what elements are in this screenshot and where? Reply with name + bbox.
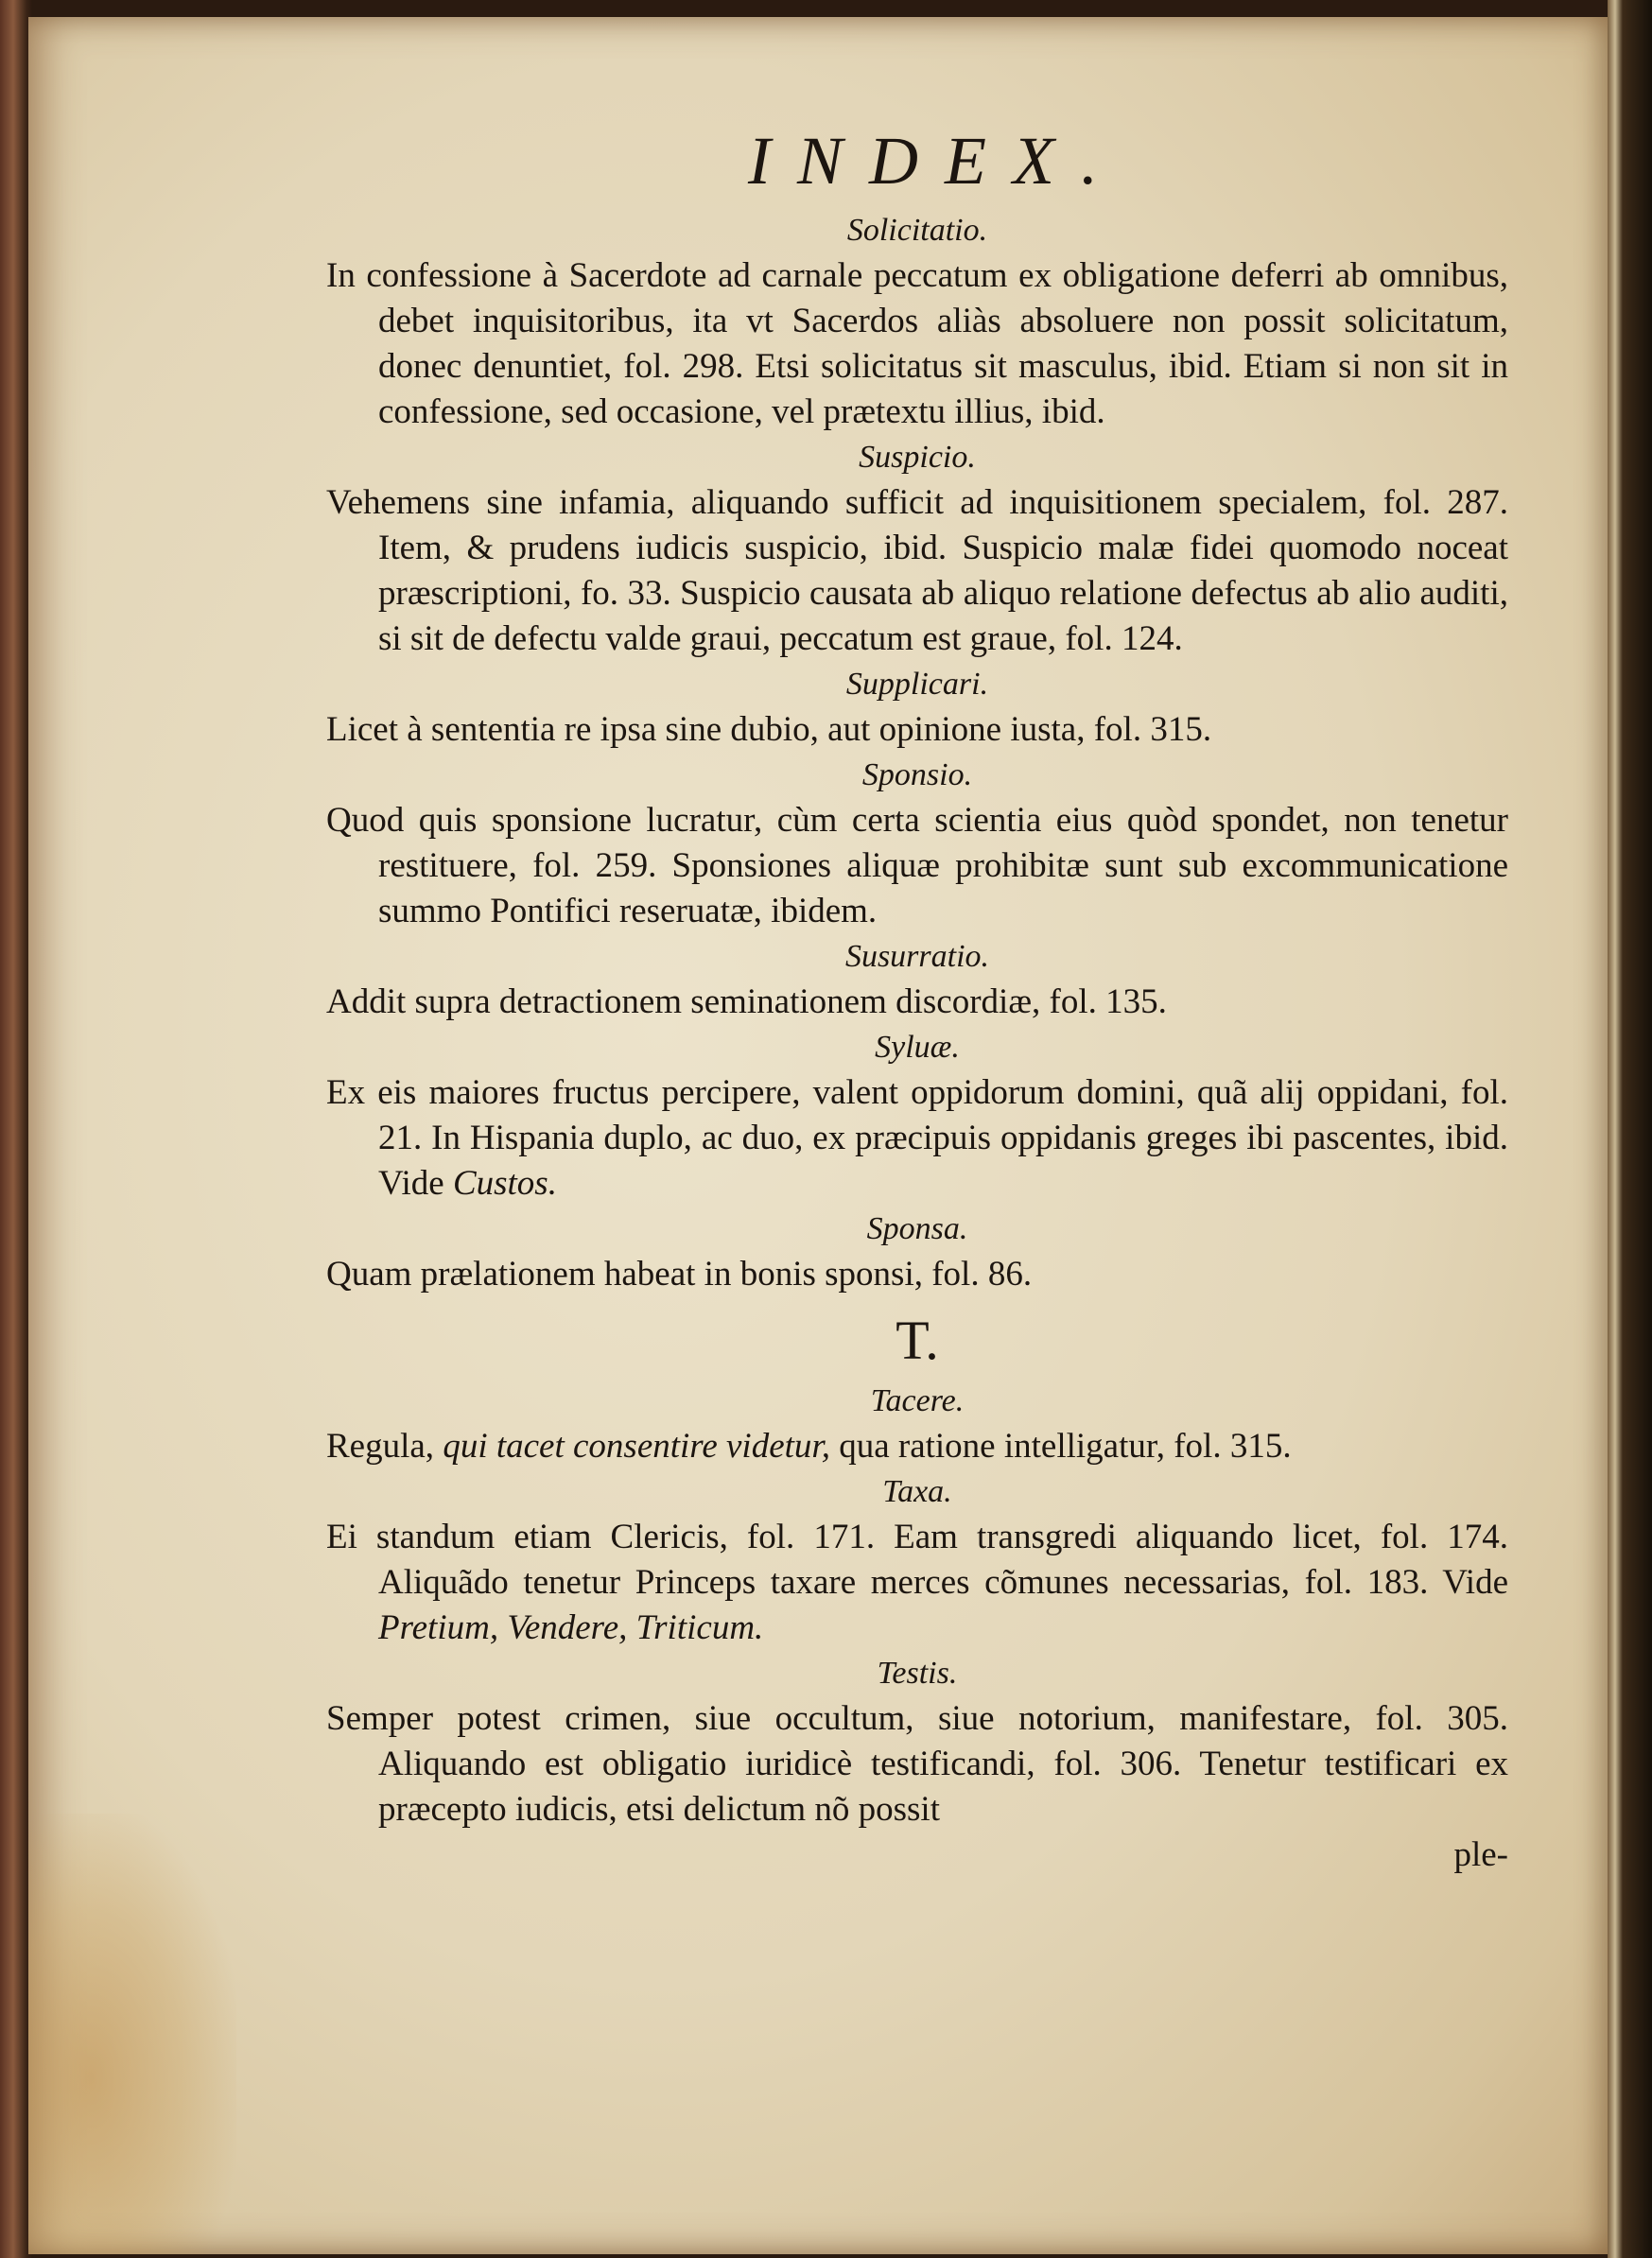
entry-heading: Supplicari. xyxy=(845,667,989,702)
section-letter: T. xyxy=(896,1310,939,1371)
entry-heading: Susurratio. xyxy=(844,939,990,974)
water-stain xyxy=(28,1814,236,2254)
entry-tacere xyxy=(326,1379,1508,1469)
entry-heading: Sponsio. xyxy=(861,757,973,792)
catchword: ple- xyxy=(1453,1835,1508,1874)
cross-reference: Pretium, Vendere, Triticum. xyxy=(378,1608,764,1647)
page-title: INDEX. xyxy=(748,123,1124,199)
entry-text xyxy=(326,1070,1508,1207)
entry-text xyxy=(326,1515,1508,1651)
entry-suspicio xyxy=(326,435,1508,662)
entry-heading: Suspicio. xyxy=(859,440,976,475)
entry-sponsa xyxy=(326,1207,1508,1297)
entry-taxa xyxy=(326,1469,1508,1651)
entry-syluae xyxy=(326,1025,1508,1207)
entry-text xyxy=(326,1424,1508,1469)
entry-text-main: Regula, xyxy=(326,1427,443,1466)
entry-text: Quod quis sponsione lucratur, cùm certa scientia eius quòd spondet, non tenetur restituere, fol. 259. Sponsiones aliquæ prohibitæ sunt sub excommunicatione summo Pontifici reseruatæ, ibidem. xyxy=(326,801,1508,930)
entry-text-main: Ei standum etiam Clericis, fol. 171. Eam transgredi aliquando licet, fol. 174. Aliquãdo tenetur Princeps taxare merces cõmunes necessarias, fol. 183. Vide xyxy=(326,1518,1508,1602)
entry-supplicari xyxy=(326,662,1508,753)
entry-susurratio xyxy=(326,934,1508,1025)
entry-heading: Taxa. xyxy=(882,1474,952,1509)
entry-solicitatio xyxy=(326,208,1508,435)
entry-heading: Solicitatio. xyxy=(846,213,988,248)
maxim: qui tacet consentire videtur, xyxy=(443,1427,830,1466)
entry-heading: Sponsa. xyxy=(866,1211,968,1246)
entry-text: Addit supra detractionem seminationem discordiæ, fol. 135. xyxy=(326,982,1167,1021)
entry-sponsio xyxy=(326,753,1508,934)
entry-text: In confessione à Sacerdote ad carnale peccatum ex obligatione deferri ab omnibus, debet inquisitoribus, ita vt Sacerdos aliàs absoluere non possit solicitatum, donec denuntiet, fol. 298. Etsi solicitatus sit masculus, ibid. Etiam si non sit in confessione, sed occasione, vel prætextu illius, ibid. xyxy=(326,256,1508,431)
cross-reference: Custos. xyxy=(452,1164,557,1203)
entry-testis xyxy=(326,1651,1508,1832)
entry-text: Vehemens sine infamia, aliquando sufficit ad inquisitionem specialem, fol. 287. Item, & prudens iudicis suspicio, ibid. Suspicio malæ fidei quomodo noceat præscriptioni, fo. 33. Suspicio causata ab aliquo relatione defectus ab alio auditi, si sit de defectu valde graui, peccatum est graue, fol. 124. xyxy=(326,483,1508,658)
page-edge xyxy=(1608,0,1652,2258)
entry-text-main: Ex eis maiores fructus percipere, valent oppidorum domini, quã alij oppidani, fol. 21. In Hispania duplo, ac duo, ex præcipuis oppidanis greges ibi pascentes, ibid. Vide xyxy=(326,1073,1508,1203)
entry-heading: Syluæ. xyxy=(875,1030,960,1065)
entry-text: Quam prælationem habeat in bonis sponsi, fol. 86. xyxy=(326,1255,1033,1294)
entry-text: Licet à sententia re ipsa sine dubio, aut opinione iusta, fol. 315. xyxy=(326,710,1212,749)
entry-text-tail: qua ratione intelligatur, fol. 315. xyxy=(829,1427,1292,1466)
entry-text: Semper potest crimen, siue occultum, siue notorium, manifestare, fol. 305. Aliquando est obligatio iuridicè testificandi, fol. 306. Tenetur testificari ex præcepto iudicis, etsi delictum nõ possit xyxy=(326,1699,1508,1829)
index-content xyxy=(326,113,1508,1878)
entry-heading: Testis. xyxy=(877,1656,958,1691)
entry-heading: Tacere. xyxy=(870,1383,965,1418)
